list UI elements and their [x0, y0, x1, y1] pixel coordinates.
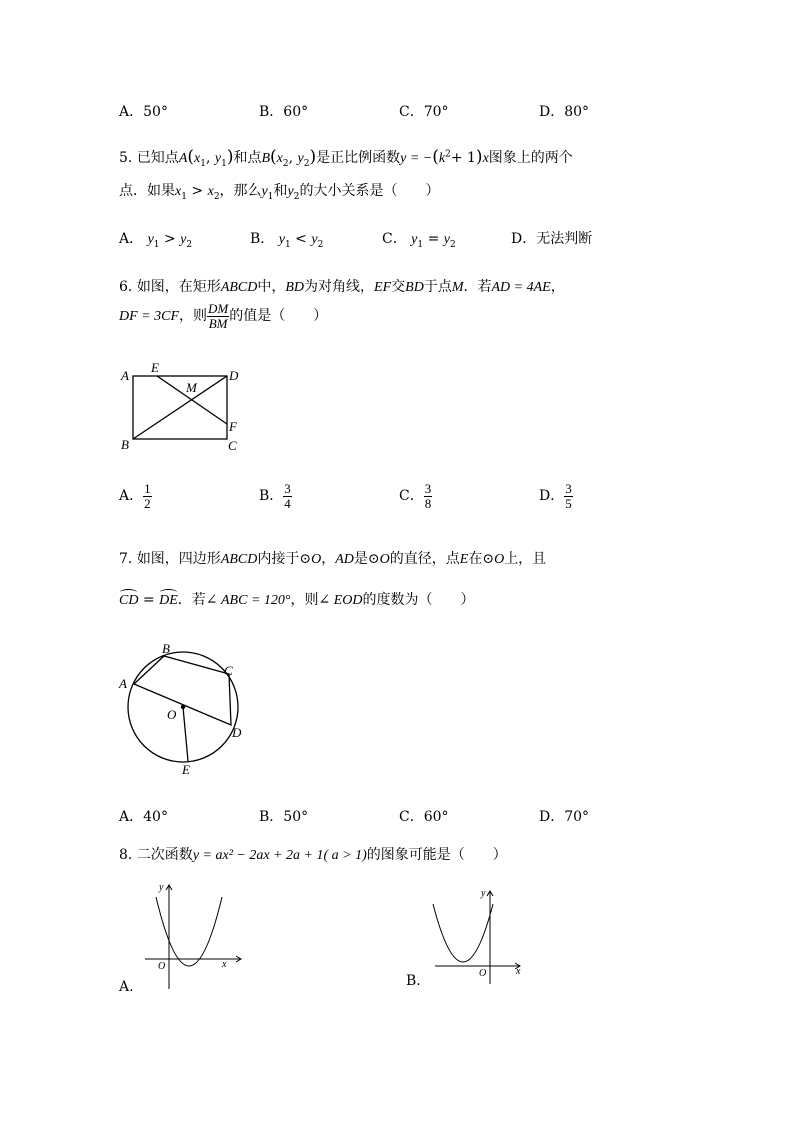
stem-text: 交 [391, 279, 406, 295]
option-letter: C． [399, 488, 424, 505]
option-text: 70° [564, 809, 590, 825]
point-a: A [178, 151, 188, 166]
q6-option-a[interactable] [119, 482, 152, 510]
q6-option-c[interactable] [399, 482, 432, 510]
stem-text: ，则 [290, 592, 319, 608]
subscript: 1 [153, 239, 160, 250]
q7-option-a[interactable] [119, 806, 168, 826]
math-ef: EF [374, 280, 392, 295]
subscript: 2 [449, 239, 456, 250]
stem-text: ，则 [179, 308, 207, 325]
quadrilateral-abcd [134, 656, 231, 725]
math-bd: BD [405, 280, 424, 295]
option-text: 60° [283, 104, 309, 120]
math-m: M [451, 280, 464, 295]
q7-stem-line2 [119, 589, 475, 609]
stem-text: 的值是（ ） [229, 308, 328, 325]
graph-option-b[interactable] [425, 880, 535, 995]
q6-option-d[interactable] [539, 482, 573, 510]
arc-label: CD [119, 593, 139, 608]
graph-a-label: A. [119, 979, 134, 995]
stem-text: 和 [273, 183, 288, 199]
stem-text: 的图象可能是（ ） [366, 847, 507, 863]
math-angle: ∠ ABC = 120° [205, 593, 291, 608]
option-text: 70° [423, 104, 449, 120]
stem-text: 的大小关系是（ ） [299, 183, 440, 199]
q4-option-a[interactable] [119, 101, 168, 121]
stem-text: 点．如果 [119, 183, 175, 199]
function-expr: y = ax² − 2ax + 2a + 1 [192, 848, 324, 863]
subscript: 2 [213, 191, 220, 202]
fraction-den: 4 [284, 495, 291, 511]
stem-text: 图象上的两个 [488, 150, 573, 166]
arc-de [159, 593, 178, 609]
subscript: 2 [317, 239, 324, 250]
var-y: y [180, 232, 187, 247]
q5-stem-line1: 5. 已知点$A(x_1$, $y_1$)和点$B(x_2$, $y_2$)是正比例函数$y = -(k^2+ 1)x$图象上的两个 [119, 147, 573, 169]
var-x: x [482, 151, 489, 166]
stem-text: ，那么 [219, 183, 262, 199]
question-number: 7. [119, 551, 133, 567]
graph-b-label: B. [406, 973, 421, 989]
fraction-num: 3 [565, 481, 572, 496]
label-o: O [167, 707, 177, 722]
relation: < [295, 231, 307, 247]
stem-text: 二次函数 [136, 847, 193, 863]
circle-symbol: ⊙ [482, 551, 495, 567]
paren: ( [187, 147, 195, 167]
stem-text: ， [321, 551, 336, 567]
option-letter: B． [259, 488, 284, 505]
option-letter: A． [119, 104, 144, 120]
q5-option-c[interactable] [382, 228, 456, 250]
q6-stem-line1 [119, 276, 565, 296]
stem-text: ．若 [463, 279, 492, 295]
axis-label-x: x [516, 966, 521, 977]
stem-text: 上，且 [504, 551, 547, 567]
subscript: 2 [303, 158, 310, 169]
q7-option-d[interactable] [539, 806, 589, 826]
arc-mark [160, 589, 177, 596]
parabola-b [433, 904, 493, 962]
q8-stem [119, 844, 507, 864]
stem-text: 内接于 [257, 551, 300, 567]
label-f: F [229, 419, 237, 434]
label-c: C [228, 438, 237, 453]
relation: = [142, 592, 155, 608]
stem-text: 是 [353, 551, 368, 567]
var-x: x [207, 184, 214, 199]
stem-text: 已知点 [136, 150, 179, 166]
stem-text: ．若 [177, 592, 206, 608]
arc-mark [120, 589, 137, 596]
fraction-num: DM [208, 301, 229, 316]
fraction-den: 2 [144, 495, 151, 511]
option-letter: D． [511, 231, 537, 247]
fraction-num: 3 [284, 481, 291, 496]
fraction-den: BM [208, 315, 228, 331]
fraction-num: 1 [144, 481, 151, 496]
var-y: y [297, 151, 304, 166]
label-e: E [151, 360, 159, 375]
stem-text: 中， [257, 279, 286, 295]
option-letter: B． [250, 231, 275, 247]
option-letter: B． [259, 104, 284, 120]
stem-text: 是正比例函数 [316, 150, 401, 166]
fraction [143, 482, 152, 510]
q4-option-d[interactable] [539, 101, 589, 121]
fraction-den: 8 [424, 495, 432, 511]
var-k: k [438, 151, 446, 166]
math-bd: BD [285, 280, 305, 295]
var-y: y [411, 232, 418, 247]
diagonal-bd [133, 376, 227, 439]
stem-text: 和点 [233, 150, 262, 166]
paren: ( [432, 147, 439, 167]
math-abcd: ABCD [220, 280, 258, 295]
arc-cd [119, 593, 138, 609]
stem-text: 如图，在矩形 [136, 279, 221, 295]
stem-text: 为对角线， [304, 279, 375, 295]
circle-symbol: ⊙ [367, 551, 380, 567]
axis-label-x: x [222, 959, 227, 970]
option-letter: A． [119, 231, 144, 247]
var-y: y [287, 184, 294, 199]
math-eq: DF = 3CF [119, 309, 179, 325]
math-o: O [379, 552, 390, 567]
q4-option-c[interactable] [399, 101, 449, 121]
circle-figure [115, 636, 255, 778]
math-o: O [494, 552, 505, 567]
label-b: B [121, 437, 129, 452]
fraction-dm-bm [207, 302, 229, 330]
option-letter: B． [259, 809, 284, 825]
option-text: 80° [564, 104, 590, 120]
label-e: E [182, 762, 190, 777]
math-ad: AD [335, 552, 354, 567]
parabola-a [156, 897, 222, 966]
option-text: 50° [143, 104, 168, 120]
option-letter: C． [382, 231, 407, 247]
label-d: D [229, 368, 239, 383]
var-y: y [261, 184, 268, 199]
option-letter: C． [399, 809, 424, 825]
point-b: B [261, 151, 271, 166]
option-letter: D． [539, 488, 565, 505]
paren: ( [270, 147, 277, 167]
graph-option-a[interactable] [140, 880, 250, 995]
relation: = [427, 231, 440, 247]
math-abcd: ABCD [220, 552, 258, 567]
var-y: y [311, 232, 318, 247]
subscript: 1 [200, 158, 206, 169]
option-letter: A． [119, 488, 144, 505]
function-expr: y = − [400, 151, 433, 166]
option-text: 60° [423, 809, 449, 825]
question-number: 8. [119, 847, 133, 863]
option-letter: D． [539, 809, 565, 825]
subscript: 1 [181, 191, 187, 202]
subscript: 2 [186, 239, 193, 250]
subscript: 2 [282, 158, 289, 169]
expr-text: + 1 [450, 150, 476, 166]
math-angle: ∠ EOD [318, 593, 363, 608]
axis-label-y: y [481, 888, 486, 899]
option-text: 50° [283, 809, 309, 825]
option-letter: C． [399, 104, 424, 120]
stem-text: 的直径，点 [389, 551, 460, 567]
var-y: y [278, 232, 285, 247]
fraction-num: 3 [424, 481, 432, 496]
question-number: 6. [119, 279, 133, 295]
option-text: 无法判断 [536, 231, 593, 247]
q5-option-a[interactable] [119, 228, 192, 250]
label-a: A [121, 368, 129, 383]
radius-oe [183, 707, 188, 761]
fraction [564, 482, 573, 510]
stem-text: ， [550, 279, 565, 295]
origin-label: O [479, 968, 487, 979]
q4-option-b[interactable] [259, 101, 308, 121]
q5-stem-line2 [119, 180, 439, 202]
option-text: 40° [143, 809, 168, 825]
var-y: y [214, 151, 222, 166]
superscript: 2 [445, 149, 451, 160]
fraction [283, 482, 292, 510]
paren: ) [226, 147, 234, 167]
q7-option-c[interactable] [399, 806, 449, 826]
stem-text: 在 [468, 551, 483, 567]
label-d: D [232, 725, 242, 740]
label-c: C [224, 663, 233, 678]
subscript: 1 [267, 191, 274, 202]
var-y: y [147, 232, 154, 247]
var-x: x [194, 151, 201, 166]
origin-label: O [158, 961, 166, 972]
paren: ) [309, 147, 317, 167]
var-y: y [443, 232, 450, 247]
math-o: O [311, 552, 322, 567]
q6-stem-line2 [119, 302, 327, 330]
var-x: x [276, 151, 283, 166]
relation: > [163, 231, 176, 247]
condition: ( a > 1) [323, 848, 367, 863]
rectangle-figure [115, 358, 255, 456]
q6-option-b[interactable] [259, 482, 292, 510]
stem-text: 如图，四边形 [136, 551, 221, 567]
label-m: M [186, 380, 197, 395]
math-e: E [459, 552, 469, 567]
math-eq: AD = 4AE [491, 280, 551, 295]
fraction [424, 482, 433, 510]
stem-text: 于点 [423, 279, 452, 295]
option-letter: D． [539, 104, 565, 120]
relation: > [191, 183, 204, 199]
subscript: 2 [293, 191, 300, 202]
center-dot [181, 705, 185, 709]
q7-stem-line1 [119, 548, 546, 568]
subscript: 1 [221, 158, 227, 169]
axis-label-y: y [159, 882, 164, 893]
subscript: 1 [284, 239, 291, 250]
label-b: B [162, 641, 170, 656]
subscript: 1 [417, 239, 424, 250]
var-x: x [175, 184, 182, 199]
question-number: 5. [119, 150, 133, 166]
option-letter: A． [119, 809, 144, 825]
circle-symbol: ⊙ [299, 551, 312, 567]
stem-text: 的度数为（ ） [362, 592, 475, 608]
q7-option-b[interactable] [259, 806, 308, 826]
paren: ) [475, 147, 483, 167]
fraction-den: 5 [565, 495, 572, 511]
q5-option-d[interactable] [511, 228, 592, 248]
q5-option-b[interactable] [250, 228, 323, 250]
label-a: A [119, 676, 127, 691]
arc-label: DE [159, 593, 178, 608]
